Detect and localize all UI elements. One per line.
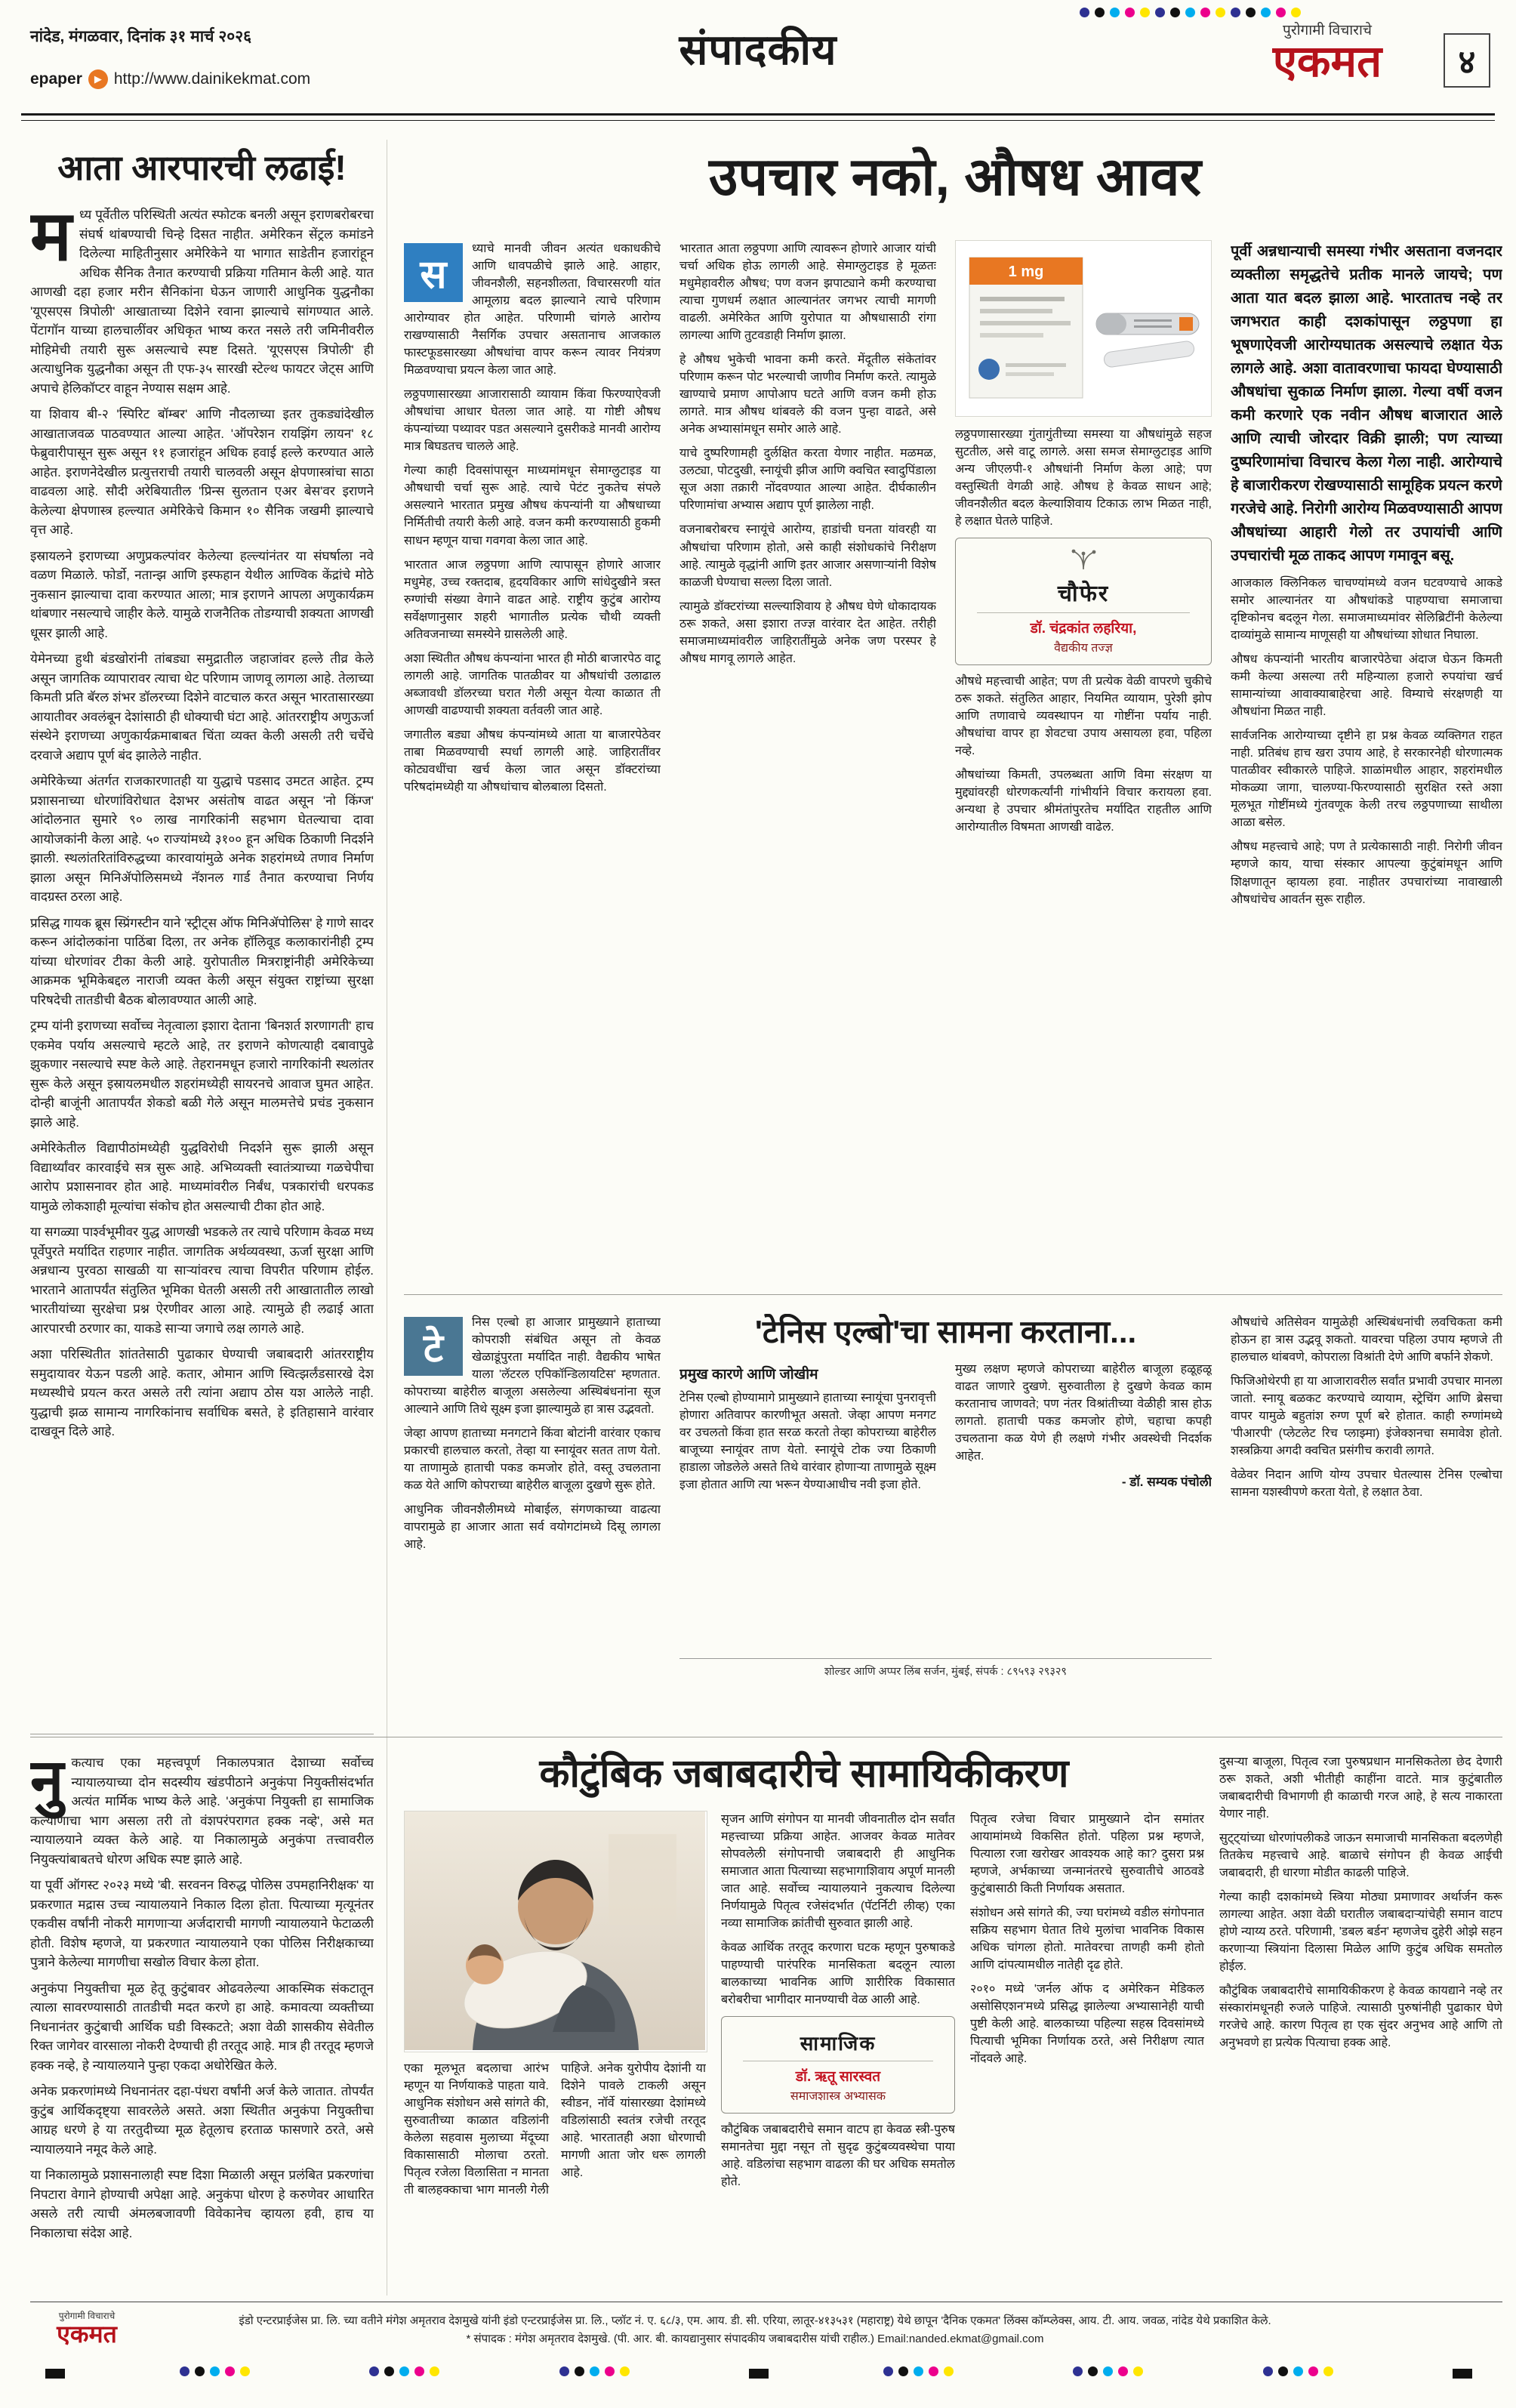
header-divider: [21, 113, 1495, 121]
health-col4-paragraphs: आजकाल क्लिनिकल चाचण्यांमध्ये वजन घटवण्याचे आकडे समोर आल्यानंतर या औषधांकडे पाहण्याचा समाजाचा दृष्टिकोनच बदलून गेला. समाजमाध्यमांवर सेलिब्रिटींनी केलेल्या दाव्यांमुळे सामान्य माणूसही या औषधांच्या शोधात निघाला. औषध कंपन्यांनी भारतीय बाजारपेठेचा अंदाज घेऊन किमती कमी केल्या असल्या तरी महिन्याला हजारो रुपयांचा खर्च सामान्यांच्या आवाक्याबाहेरचा आहे. विम्याचे संरक्षणही या औषधांना मिळत नाही. सार्वजनिक आरोग्याच्या दृष्टीने हा प्रश्न केवळ व्यक्तिगत राहत नाही. प्रतिबंध हाच खरा उपाय आहे, हे सरकारनेही धोरणात्मक पातळीवर स्वीकारले पाहिजे. शाळांमधील आहार, शहरांमधील मोकळ्या जागा, चालण्या-फिरण्यासाठी सुरक्षित रस्ते अशा मूलभूत गोष्टींमध्ये गुंतवणूक केली तरच लठ्ठपणाच्या साथीला आळा बसेल. औषध महत्त्वाचे आहे; पण ते प्रत्येकासाठी नाही. निरोगी जीवन म्हणजे काय, याचा संस्कार आपल्या कुटुंबांमधून आणि शिक्षणातून व्हायला हवा. नाहीतर उपचारांच्या नावाखाली औषधांचेच आवर्तन सुरू राहील.: [1231, 577, 1502, 906]
color-registration-strip-top: [1080, 8, 1306, 17]
footer-logo-name: एकमत: [57, 2320, 117, 2348]
elbow-col4-paragraphs: औषधांचे अतिसेवन यामुळेही अस्थिबंधनांची लवचिकता कमी होऊन हा त्रास उद्भवू शकतो. यावरचा पहिला उपाय म्हणजे ती हालचाल थांबवणे, कोपराला विश्रांती देणे आणि बर्फाने शेकणे. फिजिओथेरपी हा या आजारावरील सर्वांत प्रभावी उपचार मानला जातो. स्नायू बळकट करण्याचे व्यायाम, स्ट्रेचिंग आणि ब्रेसचा वापर यामुळे बहुतांश रुग्ण पूर्ण बरे होतात. काही रुग्णांमध्ये 'पीआरपी' (प्लेटलेट रिच प्लाझ्मा) इंजेक्शनचा समावेश होतो. शस्त्रक्रिया अगदी क्वचित प्रसंगीच करावी लागते. वेळेवर निदान आणि योग्य उपचार घेतल्यास टेनिस एल्बोचा सामना यशस्वीपणे करता येतो, हे लक्षात ठेवा.: [1231, 1316, 1502, 1500]
dropcap-sa: स: [404, 243, 463, 302]
family-under-photo-text: [404, 2060, 706, 2292]
family-col-c: [970, 1811, 1204, 2292]
page-section-title: संपादकीय: [679, 26, 837, 73]
family-colb2-paragraphs: कौटुंबिक जबाबदारीचे समान वाटप हा केवळ स्त्री-पुरुष समानतेचा मुद्दा नसून तो सुदृढ कुटुंबव्यवस्थेचा पाया आहे. वडिलांचा सहभाग वाढला की घर अधिक समतोल होते.: [721, 2123, 955, 2189]
health-col-2: [679, 240, 936, 1285]
medicine-product-photo: [955, 240, 1212, 417]
elbow-author-credit: शोल्डर आणि अप्पर लिंब सर्जन, मुंबई, संपर्क : ८९५९३ २९३२९: [679, 1658, 1212, 1679]
feature-box-title: सामाजिक: [800, 2032, 877, 2055]
samajik-feature-box: [721, 2016, 955, 2114]
family-cold-paragraphs: दुसऱ्या बाजूला, पितृत्व रजा पुरुषप्रधान मानसिकतेला छेद देणारी ठरू शकते, अशी भीतीही काहींना वाटते. मात्र कुटुंबातील जबाबदारीची विभागणी ही काळाची गरज आहे, हे सत्य नाकारता येणार नाही. सुट्ट्यांच्या धोरणांपलीकडे जाऊन समाजाची मानसिकता बदलणेही तितकेच महत्त्वाचे आहे. बाळाचे संगोपन ही केवळ आईची जबाबदारी, ही धारणा मोडीत काढली पाहिजे. गेल्या काही दशकांमध्ये स्त्रिया मोठ्या प्रमाणावर अर्थार्जन करू लागल्या आहेत. अशा वेळी घरातील जबाबदाऱ्यांचेही समान वाटप होणे न्याय्य ठरते. परिणामी, 'डबल बर्डन' म्हणजेच दुहेरी ओझे सहन करणाऱ्या स्त्रियांना दिलासा मिळेल आणि कुटुंब अधिक समतोल होईल. कौटुंबिक जबाबदारीचे सामायिकीकरण हे केवळ कायद्याने नव्हे तर संस्कारांमधूनही रुजले पाहिजे. त्यासाठी पुरुषांनीही पुढाकार घेणे गरजेचे आहे. कारण पितृत्व हा एक सुंदर अनुभव आहे आणि तो अनुभवणे हा प्रत्येक पित्याचा हक्क आहे.: [1219, 1756, 1502, 2050]
columnist-name: डॉ. ऋतू सारस्वत: [795, 2069, 881, 2086]
dropcap-nu: नु: [30, 1753, 64, 1814]
registration-mark: [1453, 2369, 1472, 2379]
editorial-paragraphs: ध्य पूर्वेतील परिस्थिती अत्यंत स्फोटक बनली असून इराणबरोबरचा संघर्ष थांबण्याची चिन्हे दिसत नाहीत. अमेरिकन सेंट्रल कमांडने दिलेल्या माहितीनुसार अमेरिकेने या भागात साडेतीन हजारांहून अधिक सैनिक तैनात करण्याची प्रक्रिया गतिमान केली आहे. यात आणखी दहा हजार मरीन सैनिकांना घेऊन जाणारी आधुनिक युद्धनौका 'यूएसएस त्रिपोली' आखाताच्या दिशेने रवाना झाल्याचे सांगण्यात आले. पेंटागॉन याच्या हालचालींवर अधिकृत भाष्य करत नसले तरी जमिनीवरील मोहिमेची तयारी सुरू असल्याचे स्पष्ट दिसते. 'यूएसएस त्रिपोली' ही अत्याधुनिक युद्धनौका असून ती एफ-३५ सारखी स्टेल्थ फायटर जेट्स आणि अपाचे हेलिकॉप्टर वाहून नेण्यास सक्षम आहे. या शिवाय बी-२ 'स्पिरिट बॉम्बर' आणि नौदलाच्या इतर तुकड्यांदेखील आखाताजवळ पाठवण्यात आल्या आहेत. 'ऑपरेशन रायझिंग लायन' १८ फेब्रुवारीपासून सुरू असून ११ हजारांहून अधिक हवाई हल्ले करण्यात आले आहेत. इराणनेदेखील प्रत्युत्तराची तयारी चालवली असून क्षेपणास्त्रांचा साठा वाढवला आहे. सौदी अरेबियातील 'प्रिन्स सुलतान एअर बेस'वर इराणने केलेल्या क्षेपणास्त्र हल्ल्यात अमेरिकेचे किमान १० सैनिक जखमी झाल्याचे वृत्त आहे. इस्रायलने इराणच्या अणुप्रकल्पांवर केलेल्या हल्ल्यांनंतर या संघर्षाला नवे वळण मिळाले. फोर्डो, नतान्झ आणि इस्फहान येथील आण्विक केंद्रांचे मोठे नुकसान झाल्याचा दावा करण्यात आला; मात्र इराणने आपला अणुकार्यक्रम थांबणार नसल्याचे जाहीर केले. यामुळे राजनैतिक तोडग्याची शक्यता आणखी धूसर झाली आहे. येमेनच्या हुथी बंडखोरांनी तांबड्या समुद्रातील जहाजांवर हल्ले तीव्र केले असून जागतिक व्यापारावर त्याचा थेट परिणाम जाणवू लागला आहे. तेलाच्या किमती प्रति बॅरल शंभर डॉलरच्या दिशेने वाटचाल करत असून भारतासारख्या आयातीवर अवलंबून देशांसाठी ही धोक्याची घंटा आहे. आंतरराष्ट्रीय अणुऊर्जा संस्थेने इराणच्या अणुकार्यक्रमाबाबत चिंता व्यक्त केली असली तरी चर्चेचे दरवाजे अद्याप पूर्ण बंद झालेले नाहीत. अमेरिकेच्या अंतर्गत राजकारणातही या युद्धाचे पडसाद उमटत आहेत. ट्रम्प प्रशासनाच्या धोरणांविरोधात देशभर असंतोष वाढत असून 'नो किंग्ज' आंदोलनात सुमारे ९० लाख नागरिकांनी सहभाग घेतल्याचा दावा आयोजकांनी केला आहे. ५० राज्यांमध्ये ३१०० हून अधिक ठिकाणी निदर्शने झाली. स्थलांतरितांविरुद्धच्या कारवायांमुळे अनेक शहरांमध्ये तणाव निर्माण झाला असून मिनिॲपोलिसमध्ये नॅशनल गार्ड तैनात करण्याचा निर्णय वादग्रस्त ठरला आहे. प्रसिद्ध गायक ब्रूस स्प्रिंगस्टीन याने 'स्ट्रीट्स ऑफ मिनिॲपोलिस' हे गाणे सादर करून आंदोलकांना पाठिंबा दिला, तर अनेक हॉलिवूड कलाकारांनीही ट्रम्प यांच्या धोरणांवर टीका केली आहे. युरोपातील मित्रराष्ट्रांनीही अमेरिकेच्या आक्रमक भूमिकेबद्दल नाराजी व्यक्त केली असून संयुक्त राष्ट्रांच्या सुरक्षा परिषदेची तातडीची बैठक बोलावण्यात आली आहे. ट्रम्प यांनी इराणच्या सर्वोच्च नेतृत्वाला इशारा देताना 'बिनशर्त शरणागती' हाच एकमेव पर्याय असल्याचे म्हटले आहे, तर इराणने कोणत्याही दबावापुढे झुकणार नसल्याचे स्पष्ट केले आहे. तेहरानमधून हजारो नागरिकांनी स्थलांतर सुरू केले असून इस्रायलमधील शहरांमध्येही सायरनचे आवाज घुमत आहेत. दोन्ही बाजूंनी आतापर्यंत शेकडो बळी गेले असून मालमत्तेचे प्रचंड नुकसान झाले आहे. अमेरिकेतील विद्यापीठांमध्येही युद्धविरोधी निदर्शने सुरू झाली असून विद्यार्थ्यांवर कारवाईचे सत्र सुरू आहे. अभिव्यक्ती स्वातंत्र्याच्या गळचेपीचा आरोप प्रशासनावर होत आहे. माध्यमांवरील निर्बंध, पत्रकारांची धरपकड यामुळे लोकशाही मूल्यांचा संकोच होत असल्याची टीका होत आहे. या सगळ्या पार्श्वभूमीवर युद्ध आणखी भडकले तर त्याचे परिणाम केवळ मध्य पूर्वेपुरते मर्यादित राहणार नाहीत. जागतिक अर्थव्यवस्था, ऊर्जा सुरक्षा आणि अन्नधान्य पुरवठा साखळी या साऱ्यांवरच त्याचा विपरीत परिणाम होईल. भारताने आतापर्यंत संतुलित भूमिका घेतली असली तरी आखातातील लाखो भारतीयांच्या सुरक्षेचा प्रश्न ऐरणीवर आला आहे. त्यामुळे ही लढाई आता आरपारची ठरणार का, याकडे साऱ्या जगाचे लक्ष लागले आहे. अशा परिस्थितीत शांततेसाठी पुढाकार घेण्याची जबाबदारी आंतरराष्ट्रीय समुदायावर येऊन पडली आहे. कतार, ओमान आणि स्वित्झर्लंडसारखे देश मध्यस्थीचे प्रयत्न करत असले तरी त्यांना अद्याप ठोस यश आलेले नाही. युद्धाची झळ सामान्य नागरिकांनाच सर्वाधिक बसते, हे इतिहासाने वारंवार दाखवून दिले आहे.: [30, 208, 374, 1438]
page-number: ४: [1444, 33, 1490, 88]
epaper-url-link[interactable]: http://www.dainikekmat.com: [113, 70, 311, 88]
registration-mark: [45, 2369, 65, 2379]
cmyk-dot-group: [559, 2366, 635, 2380]
feature-box-title: चौफेर: [1057, 581, 1110, 607]
elbow-mid-col-2: [955, 1361, 1212, 1654]
color-registration-strip-bottom: [45, 2366, 1472, 2380]
article-divider: [404, 1294, 1502, 1295]
elbow-headline: 'टेनिस एल्बो'चा सामना करताना...: [754, 1314, 1137, 1349]
injection-pen-illustration: [956, 241, 1211, 416]
health-intro: पूर्वी अन्नधान्याची समस्या गंभीर असताना वजनदार व्यक्तीला समृद्धतेचे प्रतीक मानले जायचे; पण आता यात बदल झाला आहे. भारतातच नव्हे तर जगभरात काही दशकांपासून लठ्ठपणा हा भूषणाऐवजी आरोग्यघातक असल्याचे लक्षात येऊ लागले आहे. अशा वातावरणाचा फायदा घेण्यासाठी औषधांचा सुकाळ निर्माण झाला. गेल्या वर्षी वजन कमी करणारे एक नवीन औषध बाजारात आले आणि त्याची जोरदार विक्री झाली; पण त्याच्या दुष्परिणामांचा विचारच केला गेला नाही. आरोग्याचे हे बाजारीकरण रोखण्यासाठी सामूहिक प्रयत्न करणे गरजेचे आहे. निरोगी आरोग्य मिळवण्यासाठी आपण औषधांच्या आहारी गेलो तर उपायांची आणि उपचारांची मूळ ताकद आपण गमावून बसू.: [1231, 243, 1502, 564]
masthead-name: एकमत: [1272, 37, 1382, 86]
columnist-name: डॉ. चंद्रकांत लहरिया,: [1030, 621, 1137, 637]
choufer-feature-box: [955, 538, 1212, 665]
cmyk-dot-group: [369, 2366, 445, 2380]
epaper-label: epaper: [30, 70, 82, 88]
cmyk-dot-group: [1073, 2366, 1148, 2380]
family-col-b: [721, 1811, 955, 2292]
dateline: नांदेड, मंगळवार, दिनांक ३१ मार्च २०२६: [30, 28, 252, 45]
elbow-mid-col-1: [679, 1361, 936, 1654]
dropcap-te: टे: [404, 1317, 463, 1376]
imprint-line-1: इंडो एन्टरप्राईजेस प्रा. लि. च्या वतीने मंगेश अमृतराव देशमुखे यांनी इंडो एन्टरप्राईजेस प्रा. लि., प्लॉट नं. ए. ६८/३, एम. आय. डी. सी. एरिया, लातूर-४१३५३१ (महाराष्ट्र) येथे छापून 'दैनिक एकमत' लिंक्स कॉम्प्लेक्स, आय. टी. आय. जवळ, नांदेड येथे प्रकाशित केले.: [239, 2314, 1271, 2327]
dropcap-ma: म: [30, 205, 72, 275]
elbow-middle: [679, 1314, 1212, 1728]
masthead: [1229, 20, 1425, 85]
elbow-byline: - डॉ. सम्यक पंचोली: [1121, 1475, 1212, 1490]
court-article-body: [30, 1753, 374, 2292]
family-underphoto-paragraphs: एका मूलभूत बदलाचा आरंभ म्हणून या निर्णयाकडे पाहता यावे. आधुनिक संशोधन असे सांगते की, सुरुवातीच्या काळात वडिलांनी केलेला सहवास मुलाच्या मेंदूच्या विकासासाठी मोलाचा ठरतो. पितृत्व रजेला विलासिता न मानता ती बालहक्काचा भाग मानली गेली पाहिजे. अनेक युरोपीय देशांनी या दिशेने पावले टाकली असून स्वीडन, नॉर्वे यांसारख्या देशांमध्ये वडिलांसाठी स्वतंत्र रजेची तरतूद आहे. भारतातही अशा धोरणाची मागणी आता जोर धरू लागली आहे.: [404, 2062, 706, 2197]
court-paragraphs: कत्याच एका महत्त्वपूर्ण निकालपत्रात देशाच्या सर्वोच्च न्यायालयाच्या दोन सदस्यीय खंडपीठाने अनुकंपा नियुक्तीसंदर्भात अत्यंत मार्मिक भाष्य केले आहे. 'अनुकंपा नियुक्ती हा सामाजिक कल्याणाचा भाग असला तरी तो वंशपरंपरागत हक्क नव्हे', असे मत न्यायालयाने व्यक्त केले आहे. या निकालामुळे अनुकंपा तत्त्वावरील नियुक्त्यांबाबतचे धोरण अधिक स्पष्ट झाले आहे. या पूर्वी ऑगस्ट २०२३ मध्ये 'बी. सरवनन विरुद्ध पोलिस उपमहानिरीक्षक' या प्रकरणात मद्रास उच्च न्यायालयाने निकाल दिला होता. पित्याच्या मृत्यूनंतर एकवीस वर्षांनी नोकरी मागणाऱ्या अर्जदाराची मागणी न्यायालयाने फेटाळली होती. विशेष म्हणजे, या प्रकरणात न्यायालयाने एका पोलिस निरीक्षकाच्या पुत्राने केलेल्या मागणीचा सखोल विचार केला होता. अनुकंपा नियुक्तीचा मूळ हेतू कुटुंबावर ओढवलेल्या आकस्मिक संकटातून त्याला सावरण्यासाठी तातडीची मदत करणे हा आहे. कमावत्या व्यक्तीच्या निधनानंतर कुटुंबाची आर्थिक घडी विस्कटते; अशा वेळी शासकीय सेवेतील रिक्त जागेवर वारसाला नोकरी देण्याची ही तरतूद आहे. मात्र ही तरतूद म्हणजे हक्क नव्हे, हे न्यायालयाने पुन्हा एकदा अधोरेखित केले. अनेक प्रकरणांमध्ये निधनानंतर दहा-पंधरा वर्षांनी अर्ज केले जातात. तोपर्यंत कुटुंब आर्थिकदृष्ट्या सावरलेले असते. अशा स्थितीत अनुकंपा नियुक्तीचा आग्रह धरणे हे या तरतुदीच्या मूळ हेतूलाच हरताळ फासणारे ठरते, असे न्यायालयाने नमूद केले आहे. या निकालामुळे प्रशासनालाही स्पष्ट दिशा मिळाली असून प्रलंबित प्रकरणांचा निपटारा वेगाने होण्याची अपेक्षा आहे. अनुकंपा धोरण हे करुणेवर आधारित असले तरी त्याची अंमलबजावणी विवेकानेच व्हायला हवी, हाच या निकालाचा संदेश आहे.: [30, 1756, 374, 2240]
family-colb1-paragraphs: सृजन आणि संगोपन या मानवी जीवनातील दोन सर्वांत महत्त्वाच्या प्रक्रिया आहेत. आजवर केवळ मातेवर सोपवलेली संगोपनाची जबाबदारी ही आधुनिक समाजात आता पित्याच्या सहभागाशिवाय अपूर्ण मानली जात आहे. सर्वोच्च न्यायालयाने नुकत्याच दिलेल्या निर्णयामुळे पितृत्व रजेसंदर्भात (पॅटर्निटी लीव्ह) एका नव्या सामाजिक क्रांतीची सुरुवात झाली आहे. केवळ आर्थिक तरतूद करणारा घटक म्हणून पुरुषाकडे पाहण्याची पारंपरिक मानसिकता बदलून त्याला बालकाच्या भावनिक आणि शारीरिक विकासात बरोबरीचा भागीदार मानण्याची वेळ आली आहे.: [721, 1813, 955, 2007]
family-colc-paragraphs: पितृत्व रजेचा विचार प्रामुख्याने दोन समांतर आयामांमध्ये विकसित होतो. पहिला प्रश्न म्हणजे, पित्याला रजा खरोखर आवश्यक आहे का? दुसरा प्रश्न म्हणजे, अर्भकाच्या जन्मानंतरचे सुरुवातीचे आठवडे कुटुंबासाठी किती निर्णायक असतात. संशोधन असे सांगते की, ज्या घरांमध्ये वडील संगोपनात सक्रिय सहभाग घेतात तिथे मुलांचा भावनिक विकास अधिक चांगला होतो. मातेवरचा ताणही कमी होतो आणि दांपत्यामधील नातेही दृढ होते. २०१० मध्ये 'जर्नल ऑफ द अमेरिकन मेडिकल असोसिएशन'मध्ये प्रसिद्ध झालेल्या अभ्यासानेही याची पुष्टी केली आहे. बालकाच्या पहिल्या सहस्र दिवसांमध्ये पित्याची भूमिका निर्णायक ठरते, असे निरीक्षण त्यात नोंदवले आहे.: [970, 1813, 1204, 2066]
cmyk-dot-group: [883, 2366, 959, 2380]
health-col-1: [404, 240, 661, 1285]
health-col-4: [1231, 240, 1502, 1285]
elbow-col-1: [404, 1314, 661, 1728]
health-col2-paragraphs: भारतात आता लठ्ठपणा आणि त्यावरून होणारे आजार यांची चर्चा अधिक होऊ लागली आहे. सेमाग्लुटाइड हे मूळतः मधुमेहावरील औषध; पण वजन झपाट्याने कमी करण्याचा त्याचा गुणधर्म लक्षात आल्यानंतर जगभर त्याची मागणी वाढली. अमेरिकेत आणि युरोपात या औषधासाठी रांगा लागल्या आणि तुटवडाही निर्माण झाला. हे औषध भुकेची भावना कमी करते. मेंदूतील संकेतांवर परिणाम करून पोट भरल्याची जाणीव निर्माण करते. त्यामुळे खाण्याचे प्रमाण आपोआप घटते आणि वजन कमी होऊ लागते. मात्र औषध थांबवले की वजन पुन्हा वाढते, असे अनेक अभ्यासांमधून समोर आले आहे. याचे दुष्परिणामही दुर्लक्षित करता येणार नाहीत. मळमळ, उलट्या, पोटदुखी, स्नायूंची झीज आणि क्वचित स्वादुपिंडाला सूज अशा तक्रारी नोंदवण्यात आल्या आहेत. दीर्घकालीन परिणामांचा अभ्यास अद्याप पूर्ण झालेला नाही. वजनाबरोबरच स्नायूंचे आरोग्य, हाडांची घनता यांवरही या औषधांचा परिणाम होतो, असे काही संशोधकांचे निरीक्षण आहे. त्यामुळे वृद्धांनी आणि इतर आजार असणाऱ्यांनी विशेष काळजी घेण्याचा सल्ला दिला जातो. त्यामुळे डॉक्टरांच्या सल्ल्याशिवाय हे औषध घेणे धोकादायक ठरू शकते, असा इशारा तज्ज्ञ वारंवार देत आहेत. तरीही समाजमाध्यमांवरील जाहिरातींमुळे अनेक जण परस्पर हे औषध मागवू लागले आहेत.: [679, 242, 936, 665]
elbow-mid2-paragraphs: मुख्य लक्षण म्हणजे कोपराच्या बाहेरील बाजूला हळूहळू वाढत जाणारे दुखणे. सुरुवातीला हे दुखणे केवळ काम करतानाच जाणवते; पण नंतर विश्रांतीच्या वेळीही त्रास होऊ लागतो. हाताची पकड कमजोर होणे, चहाचा कपही उचलताना कळ येणे ही लक्षणे गंभीर अवस्थेची निदर्शक आहेत.: [955, 1363, 1212, 1463]
editorial-body: [30, 205, 374, 1725]
health-col-3: [955, 240, 1212, 1285]
editorial-headline: आता आरपारची लढाई!: [57, 148, 347, 187]
health-col1-paragraphs: ध्याचे मानवी जीवन अत्यंत धकाधकीचे आणि धावपळीचे झाले आहे. आहार, जीवनशैली, सहनशीलता, विचारसरणी यांत आमूलाग्र बदल झाल्याने त्याचे परिणाम आरोग्यावर होत आहेत. परिणामी चांगले आरोग्य राखण्यासाठी नैसर्गिक उपचार असतानाच आजकाल फास्टफूडसारख्या औषधांचा वापर करून त्यावर नियंत्रण मिळवण्याचा प्रयत्न केला जात आहे. लठ्ठपणासारख्या आजारासाठी व्यायाम किंवा फिरण्याऐवजी औषधांचा आधार घेतला जात आहे. या गोष्टी औषध कंपन्यांच्या पथ्यावर पडत असल्याने दुसरीकडे मानवी आरोग्य मात्र बिघडतच चालले आहे. गेल्या काही दिवसांपासून माध्यमांमधून सेमाग्लुटाइड या औषधाची चर्चा सुरू आहे. त्याचे पेटंट नुकतेच संपले असल्याने भारतात प्रमुख औषध कंपन्यांनी या औषधाच्या निर्मितीची तयारी केली आहे. वजन कमी करण्यासाठी हुकमी साधन म्हणून याचा गवगवा केला जात आहे. भारतात आज लठ्ठपणा आणि त्यापासून होणारे आजार मधुमेह, उच्च रक्तदाब, हृदयविकार आणि सांधेदुखीने त्रस्त रुग्णांची संख्या वेगाने वाढत आहे. राष्ट्रीय कुटुंब आरोग्य सर्वेक्षणानुसार शहरी भागातील प्रत्येक चौथी व्यक्ती अतिवजनाच्या समस्येने ग्रासलेली आहे. अशा स्थितीत औषध कंपन्यांना भारत ही मोठी बाजारपेठ वाटू लागली आहे. जागतिक पातळीवर या औषधांची उलाढाल अब्जावधी डॉलरच्या घरात गेली असून येत्या काळात ती आणखी वाढण्याची शक्यता वर्तवली जात आहे. जगातील बड्या औषध कंपन्यांमध्ये आता या बाजारपेठेवर ताबा मिळवण्याची स्पर्धा लागली आहे. जाहिरातींवर कोट्यवधींचा खर्च केला जात असून डॉक्टरांच्या परिषदांमध्येही या औषधांचाच बोलबाला दिसतो.: [404, 242, 661, 794]
ornament-branch-icon: [1063, 547, 1104, 570]
feature-box-rule: [977, 612, 1190, 613]
father-holding-baby-illustration: [405, 1811, 705, 2050]
elbow-subhead: प्रमुख कारणे आणि जोखीम: [679, 1367, 818, 1383]
family-headline: कौटुंबिक जबाबदारीचे सामायिकीकरण: [539, 1752, 1069, 1796]
imprint: [189, 2312, 1321, 2348]
cmyk-dot-group: [180, 2366, 255, 2380]
columnist-role: समाजशास्त्र अभ्यासक: [790, 2090, 886, 2104]
registration-mark: [749, 2369, 769, 2379]
father-baby-photo: [404, 1811, 707, 2052]
family-col-d: [1219, 1753, 1502, 2292]
columnist-role: वैद्यकीय तज्ज्ञ: [1054, 642, 1113, 655]
footer-logo: [30, 2309, 143, 2346]
health-col3-paragraphs-bottom: औषधे महत्त्वाची आहेत; पण ती प्रत्येक वेळी वापरणे चुकीचे ठरू शकते. संतुलित आहार, नियमित व्यायाम, पुरेशी झोप आणि तणावाचे व्यवस्थापन या गोष्टींना पर्याय नाही. औषधांचा वापर हा शेवटचा उपाय असायला हवा, पहिला नव्हे. औषधांच्या किमती, उपलब्धता आणि विमा संरक्षण या मुद्द्यांवरही धोरणकर्त्यांनी गांभीर्याने विचार करायला हवा. अन्यथा हे उपचार श्रीमंतांपुरतेच मर्यादित राहतील आणि आरोग्यातील विषमता आणखी वाढेल.: [955, 675, 1212, 834]
elbow-mid1-paragraphs: टेनिस एल्बो होण्यामागे प्रामुख्याने हाताच्या स्नायूंचा पुनरावृत्ती होणारा अतिवापर कारणीभूत असतो. जेव्हा आपण मनगट वर उचलतो किंवा हात सरळ करतो तेव्हा कोपराच्या बाहेरील बाजूच्या स्नायूंवर ताण येतो. स्नायूंचे टोक ज्या ठिकाणी हाडाला जोडलेले असते तिथे वारंवार होणाऱ्या ताणामुळे सूक्ष्म इजा होतात आणि त्या भरून येण्याआधीच नवी इजा होते.: [679, 1392, 936, 1492]
health-headline: उपचार नको, औषध आवर: [708, 147, 1202, 206]
imprint-line-2: * संपादक : मंगेश अमृतराव देशमुखे. (पी. आर. बी. कायद्यानुसार संपादकीय जबाबदारीस यांची राहील.) Email:nanded.ekmat@gmail.com: [466, 2332, 1044, 2345]
health-col3-paragraphs-top: लठ्ठपणासारख्या गुंतागुंतीच्या समस्या या औषधांमुळे सहज सुटतील, असे वाटू लागले. असा समज सेमाग्लुटाइड आणि अन्य जीएलपी-१ औषधांनी निर्माण केला आहे; पण वस्तुस्थिती वेगळी आहे. औषध हे केवळ साधन आहे; जीवनशैलीत बदल केल्याशिवाय टिकाऊ लाभ मिळत नाही, हे लक्षात घेतले पाहिजे.: [955, 428, 1212, 529]
svg-text:1 mg: 1 mg: [1008, 264, 1044, 280]
masthead-tagline: पुरोगामी विचाराचे: [1283, 23, 1372, 39]
elbow-col-4: [1231, 1314, 1502, 1728]
epaper-play-icon: ▶: [88, 69, 108, 89]
elbow-col1-paragraphs: निस एल्बो हा आजार प्रामुख्याने हाताच्या कोपराशी संबंधित असून तो केवळ खेळाडूंपुरता मर्यादित नाही. वैद्यकीय भाषेत याला 'लॅटरल एपिकॉन्डिलायटिस' म्हणतात. कोपराच्या बाहेरील बाजूला असलेल्या अस्थिबंधनांना सूज आल्याने आणि तिथे सूक्ष्म इजा झाल्यामुळे हा त्रास उद्भवतो. जेव्हा आपण हाताच्या मनगटाने किंवा बोटांनी वारंवार एकाच प्रकारची हालचाल करतो, तेव्हा या स्नायूंवर सतत ताण येतो. या ताणामुळे हाताची पकड कमजोर होते, वस्तू उचलताना कळ येते आणि कोपराच्या बाहेरील बाजूला दुखणे सुरू होते. आधुनिक जीवनशैलीमध्ये मोबाईल, संगणकाच्या वाढत्या वापरामुळे हा आजार आता सर्व वयोगटांमध्ये दिसू लागला आहे.: [404, 1316, 661, 1552]
footer-logo-tagline: पुरोगामी विचाराचे: [58, 2311, 116, 2321]
cmyk-dot-group: [1263, 2366, 1339, 2380]
